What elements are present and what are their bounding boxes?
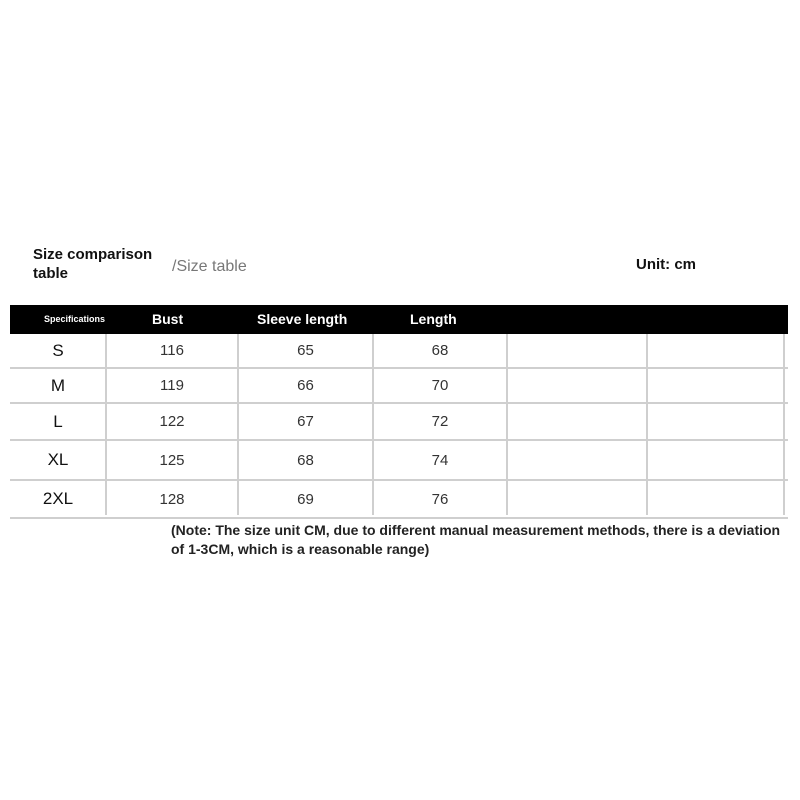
table-divider <box>237 334 239 515</box>
table-row <box>10 441 788 481</box>
length-cell: 76 <box>431 490 449 508</box>
sleeve-cell: 68 <box>297 451 314 469</box>
size-cell: XL <box>47 450 69 469</box>
sleeve-cell: 66 <box>297 377 314 394</box>
length-cell: 74 <box>431 451 449 469</box>
bust-cell: 119 <box>160 377 184 394</box>
table-divider <box>783 334 785 515</box>
bust-cell: 128 <box>159 490 185 508</box>
column-header-bust: Bust <box>152 311 184 327</box>
sleeve-cell: 65 <box>297 342 314 359</box>
table-divider <box>105 334 107 515</box>
bust-cell: 125 <box>159 451 185 469</box>
bust-cell: 116 <box>160 342 184 359</box>
page-subtitle: /Size table <box>172 258 247 275</box>
size-cell: M <box>50 375 66 395</box>
unit-label: Unit: cm <box>636 256 696 273</box>
size-cell: 2XL <box>42 489 74 508</box>
size-table <box>10 305 788 519</box>
size-note: (Note: The size unit CM, due to different manual measurement methods, there is a deviation of 1-3CM, which is a reasonable range) <box>171 522 781 557</box>
size-cell: S <box>52 340 64 360</box>
table-divider <box>372 334 374 515</box>
page-title: Size comparison table <box>33 246 153 282</box>
table-row <box>10 369 788 404</box>
bust-cell: 122 <box>159 413 185 430</box>
column-header-sleeve-length: Sleeve length <box>257 311 348 327</box>
table-row <box>10 404 788 441</box>
table-row <box>10 334 788 369</box>
length-cell: 72 <box>431 413 449 430</box>
table-divider <box>646 334 648 515</box>
column-header-length: Length <box>410 311 457 327</box>
table-row <box>10 481 788 519</box>
sleeve-cell: 69 <box>297 490 314 508</box>
table-header <box>10 305 788 334</box>
length-cell: 68 <box>431 342 449 359</box>
size-cell: L <box>53 411 63 431</box>
length-cell: 70 <box>431 377 449 394</box>
table-divider <box>506 334 508 515</box>
column-header-specifications: Specifications <box>44 314 106 324</box>
sleeve-cell: 67 <box>297 413 314 430</box>
